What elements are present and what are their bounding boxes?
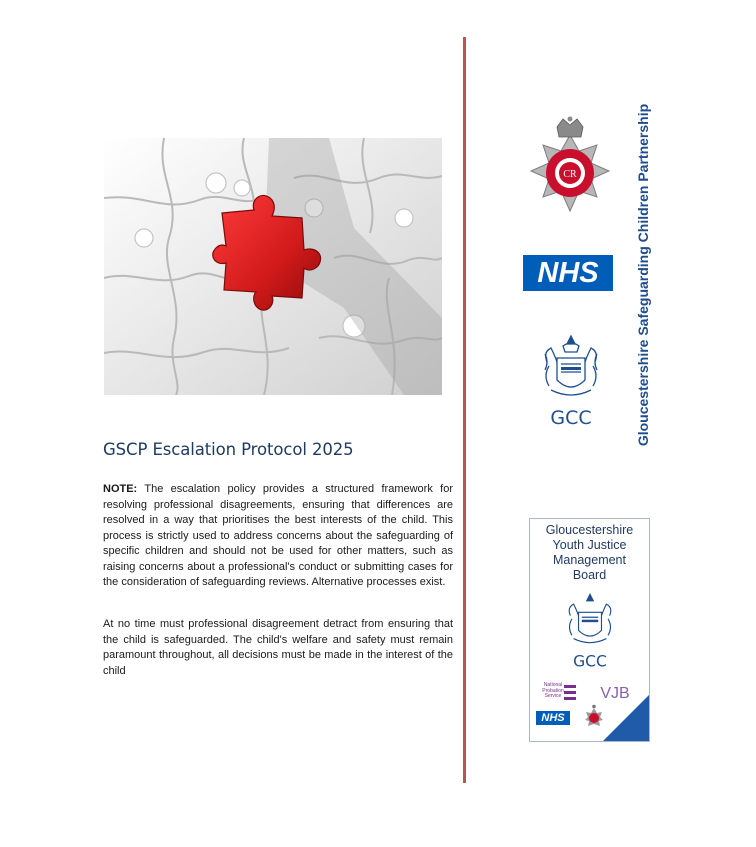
vertical-divider	[463, 37, 466, 783]
probation-text: National Probation Service	[542, 682, 564, 699]
note-paragraph	[103, 482, 453, 591]
police-crest-icon	[527, 115, 613, 217]
nhs-logo-text: NHS	[537, 256, 599, 289]
gcc-crest-icon	[562, 591, 618, 673]
mini-nhs-text: NHS	[541, 712, 565, 724]
police-crest-logo	[527, 115, 613, 217]
youth-justice-title-line: Management	[553, 553, 626, 567]
youth-justice-title	[530, 523, 649, 583]
youth-justice-board-card	[529, 518, 650, 742]
gcc-logo-text: GCC	[550, 407, 592, 429]
welfare-paragraph: At no time must professional disagreement detract from ensuring that the child is safeguarded. The child's welfare and safety must remain paramount throughout, all decisions must be made in the interest of the child	[103, 618, 453, 677]
police-crest-icon	[584, 704, 604, 728]
youth-justice-title-line: Board	[572, 568, 607, 582]
document-title: GSCP Escalation Protocol 2025	[103, 440, 354, 459]
puzzle-image	[104, 138, 442, 395]
youth-justice-title-line: Gloucestershire	[545, 523, 634, 537]
partnership-vertical-title: Gloucestershire Safeguarding Children Partnership	[635, 103, 651, 447]
gcc-logo	[537, 332, 605, 432]
youth-justice-gcc-logo	[562, 591, 618, 673]
nhs-logo	[523, 255, 613, 291]
youth-justice-corner	[603, 695, 649, 741]
gcc-crest-icon	[537, 332, 605, 432]
note-label: NOTE:	[103, 483, 138, 495]
vjb-text: VJB	[600, 685, 630, 702]
youth-justice-gcc-text: GCC	[573, 652, 607, 671]
police-crest-letters: CR	[563, 169, 577, 180]
probation-icon	[564, 685, 576, 700]
youth-justice-nhs-logo	[536, 711, 570, 725]
note-text: The escalation policy provides a structured framework for resolving professional disagreements, ensuring that differences are resolved in a way that prioritises the best interests of the child. This process is strictly used to address concerns about the safeguarding of specific children and should not be used for other matters, such as raising concerns about a professional's conduct or submitting cases for the consideration of safeguarding reviews. Alternative processes exist.	[103, 483, 453, 588]
puzzle-hero-image	[104, 138, 442, 395]
youth-justice-title-line: Youth Justice	[552, 538, 627, 552]
